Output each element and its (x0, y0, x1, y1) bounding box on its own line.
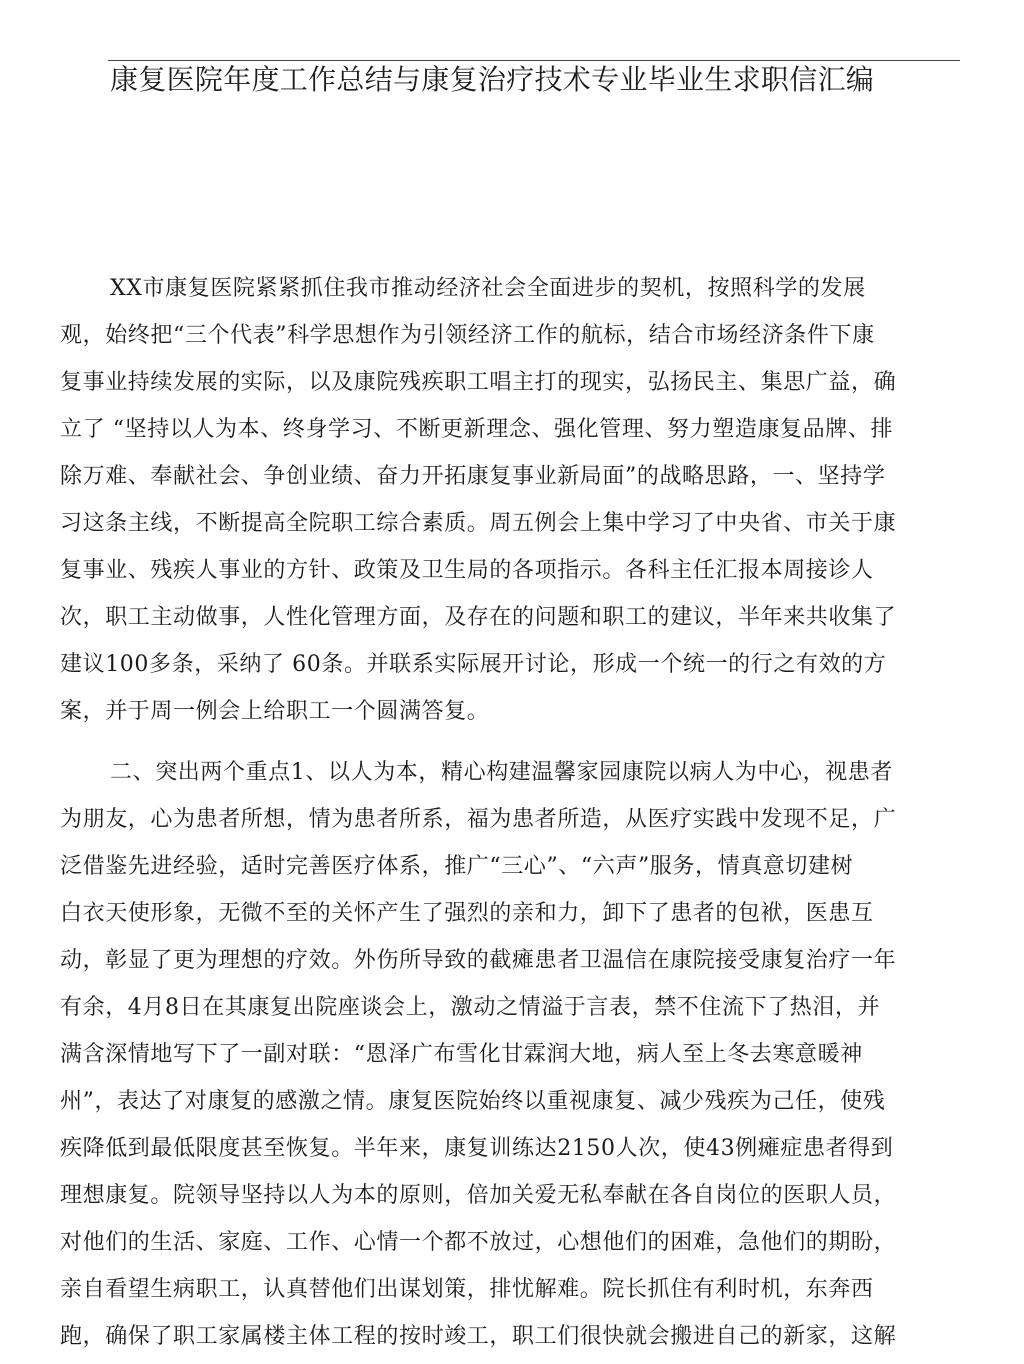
paragraph-line: 习这条主线，不断提高全院职工综合素质。周五例会上集中学习了中央省、市关于康 (60, 511, 897, 536)
paragraph-line: 泛借鉴先进经验，适时完善医疗体系，推广“三心”、“六声”服务，情真意切建树 (60, 854, 854, 879)
paragraph-line: 二、突出两个重点1、以人为本，精心构建温馨家园康院以病人为中心，视患者 (110, 760, 893, 785)
paragraph-line: 次，职工主动做事，人性化管理方面，及存在的问题和职工的建议，半年来共收集了 (60, 605, 897, 630)
paragraph-line: 州”，表达了对康复的感激之情。康复医院始终以重视康复、减少残疾为己任，使残 (60, 1089, 886, 1114)
paragraph-line: 案，并于周一例会上给职工一个圆满答复。 (60, 699, 490, 724)
paragraph-line: 跑，确保了职工家属楼主体工程的按时竣工，职工们很快就会搬进自己的新家，这解 (60, 1324, 897, 1349)
paragraph-line: 疾降低到最低限度甚至恢复。半年来，康复训练达2150人次，使43例瘫症患者得到 (60, 1136, 894, 1161)
document-body (60, 265, 940, 1360)
header-rule (108, 60, 960, 61)
paragraph-line: XX市康复医院紧紧抓住我市推动经济社会全面进步的契机，按照科学的发展 (110, 276, 866, 301)
paragraph-line: 为朋友，心为患者所想，情为患者所系，福为患者所造，从医疗实践中发现不足，广 (60, 807, 897, 832)
paragraph-line: 白衣天使形象，无微不至的关怀产生了强烈的亲和力，卸下了患者的包袱，医患互 (60, 901, 874, 926)
document-title: 康复医院年度工作总结与康复治疗技术专业毕业生求职信汇编 (110, 63, 875, 96)
paragraph-line: 复事业持续发展的实际，以及康院残疾职工唱主打的现实，弘扬民主、集思广益，确 (60, 370, 897, 395)
paragraph-line: 立了 “坚持以人为本、终身学习、不断更新理念、强化管理、努力塑造康复品牌、排 (60, 417, 894, 442)
paragraph-line: 动，彰显了更为理想的疗效。外伤所导致的截瘫患者卫温信在康院接受康复治疗一年 (60, 948, 897, 973)
paragraph-2 (60, 749, 940, 1360)
paragraph-spacer (60, 735, 940, 749)
paragraph-line: 满含深情地写下了一副对联：“恩泽广布雪化甘霖润大地，病人至上冬去寒意暖神 (60, 1042, 863, 1067)
paragraph-line: 理想康复。院领导坚持以人为本的原则，倍加关爱无私奉献在各自岗位的医职人员， (60, 1183, 897, 1208)
paragraph-line: 除万难、奉献社会、争创业绩、奋力开拓康复事业新局面”的战略思路，一、坚持学 (60, 464, 886, 489)
paragraph-line: 有余，4月8日在其康复出院座谈会上，激动之情溢于言表，禁不住流下了热泪，并 (60, 995, 881, 1020)
paragraph-line: 观，始终把“三个代表”科学思想作为引领经济工作的航标，结合市场经济条件下康 (60, 323, 875, 348)
paragraph-line: 亲自看望生病职工，认真替他们出谋划策，排忧解难。院长抓住有利时机，东奔西 (60, 1277, 874, 1302)
paragraph-line: 复事业、残疾人事业的方针、政策及卫生局的各项指示。各科主任汇报本周接诊人 (60, 558, 874, 583)
paragraph-1 (60, 265, 940, 735)
paragraph-line: 对他们的生活、家庭、工作、心情一个都不放过，心想他们的困难，急他们的期盼， (60, 1230, 897, 1255)
paragraph-line: 建议100多条，采纳了 60条。并联系实际展开讨论，形成一个统一的行之有效的方 (60, 652, 887, 677)
